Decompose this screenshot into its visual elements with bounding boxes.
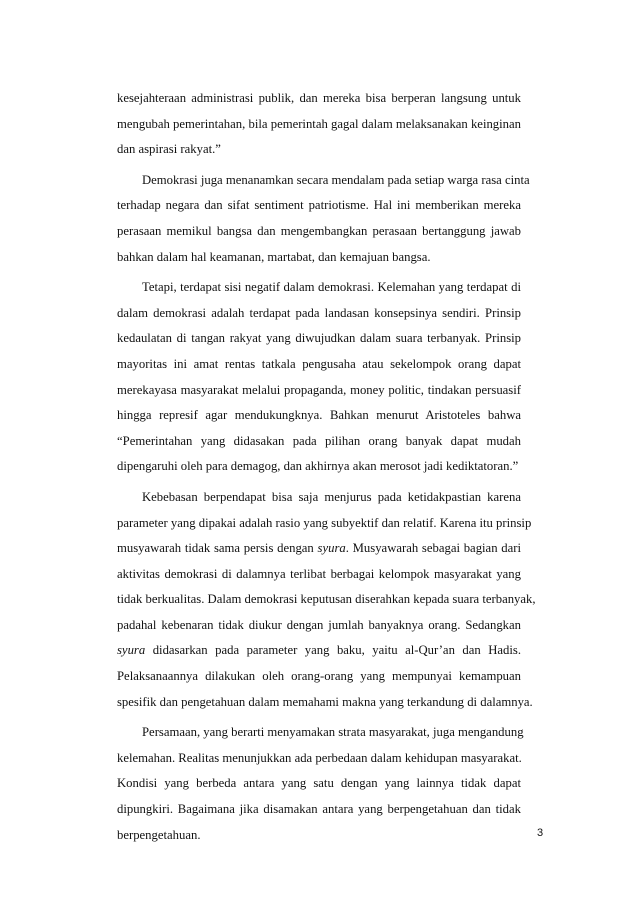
text-line: mayoritas ini amat rentas tatkala pengusaha atau sekelompok orang dapat [117, 356, 521, 371]
paragraph [117, 485, 536, 715]
text-line: berpengetahuan. [117, 827, 201, 842]
text-line: Kondisi yang berbeda antara yang satu dengan yang lainnya tidak dapat [117, 776, 521, 791]
text-line: padahal kebenaran tidak diukur dengan jumlah banyaknya orang. Sedangkan [117, 617, 521, 632]
text-line: merekayasa masyarakat melalui propaganda, money politic, tindakan persuasif [117, 382, 521, 397]
text-line: mengubah pemerintahan, bila pemerintah gagal dalam melaksanakan keinginan [117, 116, 521, 131]
text-line: hingga represif agar mendukungknya. Bahkan menurut Aristoteles bahwa [117, 408, 521, 423]
text-line: kedaulatan di tangan rakyat yang diwujudkan dalam suara terbanyak. Prinsip [117, 331, 521, 346]
text-line: kelemahan. Realitas menunjukkan ada perbedaan dalam kehidupan masyarakat. [117, 750, 522, 765]
text-line: Tetapi, terdapat sisi negatif dalam demokrasi. Kelemahan yang terdapat di [142, 280, 521, 295]
text-line: kesejahteraan administrasi publik, dan mereka bisa berperan langsung untuk [117, 91, 521, 105]
text-line: Persamaan, yang berarti menyamakan strata masyarakat, juga mengandung [142, 725, 524, 740]
text-line: perasaan memikul bangsa dan mengembangkan perasaan bertanggung jawab [117, 223, 521, 238]
text-line: terhadap negara dan sifat sentiment patriotisme. Hal ini memberikan mereka [117, 198, 521, 213]
text-line: spesifik dan pengetahuan dalam memahami makna yang terkandung di dalamnya. [117, 694, 533, 709]
text-line: Kebebasan berpendapat bisa saja menjurus pada ketidakpastian karena [142, 489, 521, 504]
text-line: dipengaruhi oleh para demagog, dan akhirnya akan merosot jadi kediktatoran.” [117, 459, 519, 474]
text-line: bahkan dalam hal keamanan, martabat, dan kemajuan bangsa. [117, 249, 431, 264]
text-line: dalam demokrasi adalah terdapat pada landasan konsepsinya sendiri. Prinsip [117, 305, 521, 320]
text-line: aktivitas demokrasi di dalamnya terlibat berbagai kelompok masyarakat yang [117, 566, 521, 581]
paragraph [117, 168, 530, 270]
text-line: syura didasarkan pada parameter yang baku, yaitu al-Qur’an dan Hadis. [117, 643, 521, 658]
text-line: Pelaksanaannya dilakukan oleh orang-orang yang mempunyai kemampuan [117, 669, 521, 684]
text-line: “Pemerintahan yang didasakan pada pilihan orang banyak dapat mudah [117, 433, 521, 448]
text-line: dipungkiri. Bagaimana jika disamakan antara yang berpengetahuan dan tidak [117, 802, 521, 817]
body-text [117, 86, 536, 853]
text-line: Demokrasi juga menanamkan secara mendalam pada setiap warga rasa cinta [142, 172, 530, 187]
text-line: parameter yang dipakai adalah rasio yang subyektif dan relatif. Karena itu prinsip [117, 515, 532, 530]
paragraph [117, 720, 524, 848]
paragraph [117, 86, 521, 163]
text-line: tidak berkualitas. Dalam demokrasi keputusan diserahkan kepada suara terbanyak, [117, 592, 536, 607]
text-line: dan aspirasi rakyat.” [117, 142, 221, 157]
text-line: musyawarah tidak sama persis dengan syura. Musyawarah sebagai bagian dari [117, 541, 522, 556]
paragraph [117, 275, 521, 480]
page-number: 3 [537, 827, 544, 839]
